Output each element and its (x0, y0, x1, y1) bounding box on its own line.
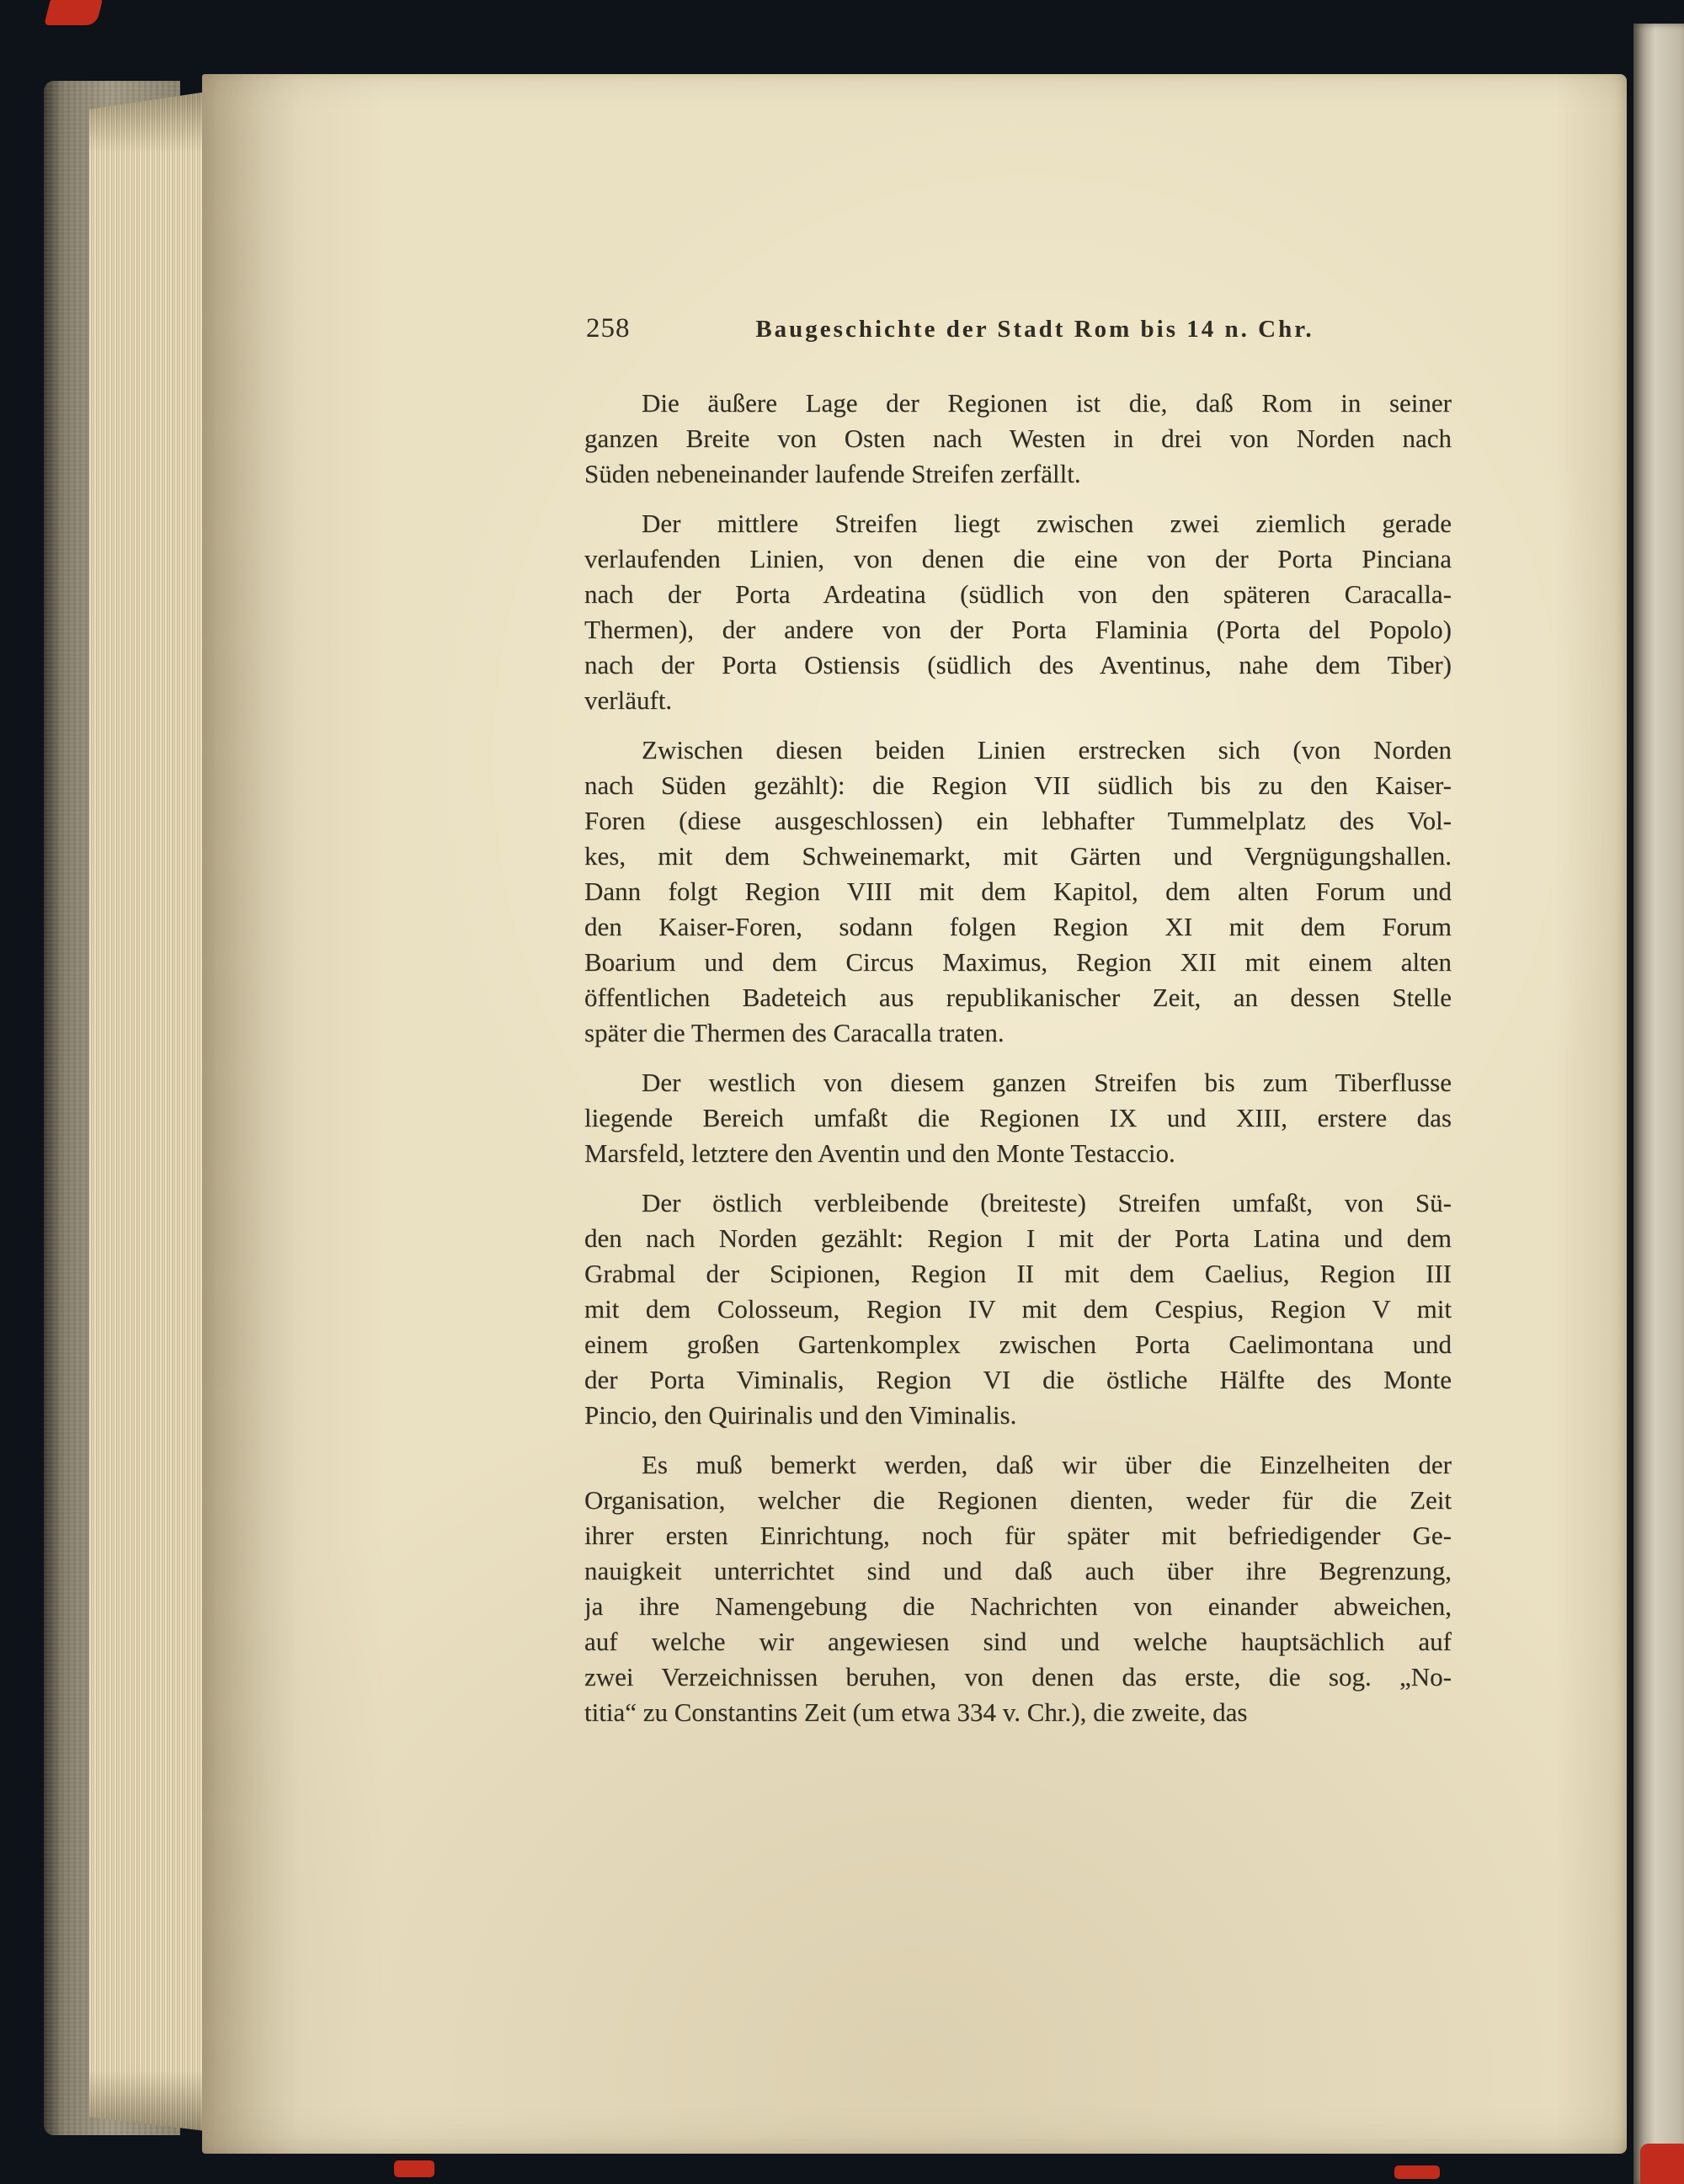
running-title: Baugeschichte der Stadt Rom bis 14 n. Chr. (755, 316, 1314, 343)
text-line: Foren (diese ausgeschlossen) ein lebhafter Tummelplatz des Vol- (584, 806, 1452, 835)
text-line: der Porta Viminalis, Region VI die östliche Hälfte des Monte (584, 1365, 1452, 1394)
text-line: nach der Porta Ardeatina (südlich von den späteren Caracalla- (584, 579, 1452, 609)
text-line: Dann folgt Region VIII mit dem Kapitol, dem alten Forum und (584, 876, 1452, 906)
text-block (584, 386, 1452, 1745)
text-line: auf welche wir angewiesen sind und welche hauptsächlich auf (584, 1627, 1452, 1656)
text-line: Es muß bemerkt werden, daß wir über die Einzelheiten der (642, 1450, 1452, 1479)
text-line: Der westlich von diesem ganzen Streifen bis zum Tiberflusse (642, 1068, 1452, 1097)
text-line: Der östlich verbleibende (breiteste) Streifen umfaßt, von Sü- (642, 1188, 1452, 1217)
text-line: den nach Norden gezählt: Region I mit der Porta Latina und dem (584, 1223, 1452, 1253)
text-line: nach der Porta Ostiensis (südlich des Aventinus, nahe dem Tiber) (584, 650, 1452, 679)
text-line: Thermen), der andere von der Porta Flaminia (Porta del Popolo) (584, 615, 1452, 644)
page-header (584, 312, 1452, 350)
text-line: öffentlichen Badeteich aus republikanischer Zeit, an dessen Stelle (584, 983, 1452, 1012)
paragraph (584, 386, 1452, 492)
paragraph (584, 506, 1452, 718)
text-line: Pincio, den Quirinalis und den Viminalis. (584, 1400, 1017, 1430)
text-line: liegende Bereich umfaßt die Regionen IX und XIII, erstere das (584, 1103, 1452, 1132)
text-line: ganzen Breite von Osten nach Westen in drei von Norden nach (584, 423, 1452, 453)
text-line: kes, mit dem Schweinemarkt, mit Gärten und Vergnügungshallen. (584, 841, 1452, 871)
paragraph (584, 1185, 1452, 1433)
text-line: ihrer ersten Einrichtung, noch für später mit befriedigender Ge- (584, 1521, 1452, 1550)
next-page-sliver (1633, 24, 1684, 2184)
text-line: Grabmal der Scipionen, Region II mit dem Caelius, Region III (584, 1259, 1452, 1288)
paragraph (584, 732, 1452, 1051)
text-line: den Kaiser-Foren, sodann folgen Region XI mit dem Forum (584, 912, 1452, 941)
text-line: zwei Verzeichnissen beruhen, von denen das erste, die sog. „No- (584, 1662, 1452, 1691)
text-line: titia“ zu Constantins Zeit (um etwa 334 v. Chr.), die zweite, das (584, 1697, 1248, 1727)
text-line: mit dem Colosseum, Region IV mit dem Cespius, Region V mit (584, 1294, 1452, 1324)
text-line: Zwischen diesen beiden Linien erstrecken sich (von Norden (642, 735, 1452, 764)
text-line: Süden nebeneinander laufende Streifen zerfällt. (584, 459, 1081, 488)
text-line: nach Süden gezählt): die Region VII südlich bis zu den Kaiser- (584, 770, 1452, 800)
paragraph (584, 1065, 1452, 1171)
text-line: Organisation, welcher die Regionen dienten, weder für die Zeit (584, 1485, 1452, 1515)
text-line: Der mittlere Streifen liegt zwischen zwei ziemlich gerade (642, 509, 1452, 538)
text-line: Die äußere Lage der Regionen ist die, daß Rom in seiner (642, 388, 1452, 418)
text-line: Marsfeld, letztere den Aventin und den Monte Testaccio. (584, 1138, 1175, 1168)
book-page-stack (89, 91, 212, 2132)
text-line: verläuft. (584, 685, 673, 715)
text-line: Boarium und dem Circus Maximus, Region XII mit einem alten (584, 947, 1452, 977)
text-line: nauigkeit unterrichtet sind und daß auch über ihre Begrenzung, (584, 1556, 1452, 1585)
text-line: verlaufenden Linien, von denen die eine von der Porta Pinciana (584, 544, 1452, 573)
text-line: später die Thermen des Caracalla traten. (584, 1018, 1005, 1047)
text-line: einem großen Gartenkomplex zwischen Porta Caelimontana und (584, 1329, 1452, 1359)
red-mark-top-left (44, 0, 102, 25)
page-number: 258 (586, 313, 631, 344)
paragraph (584, 1447, 1452, 1730)
red-mark-bottom-right (1394, 2165, 1440, 2179)
text-line: ja ihre Namengebung die Nachrichten von einander abweichen, (584, 1591, 1452, 1621)
red-mark-bottom-left (394, 2160, 434, 2177)
red-mark-bottom-corner (1640, 2144, 1684, 2184)
book-page (202, 74, 1627, 2154)
